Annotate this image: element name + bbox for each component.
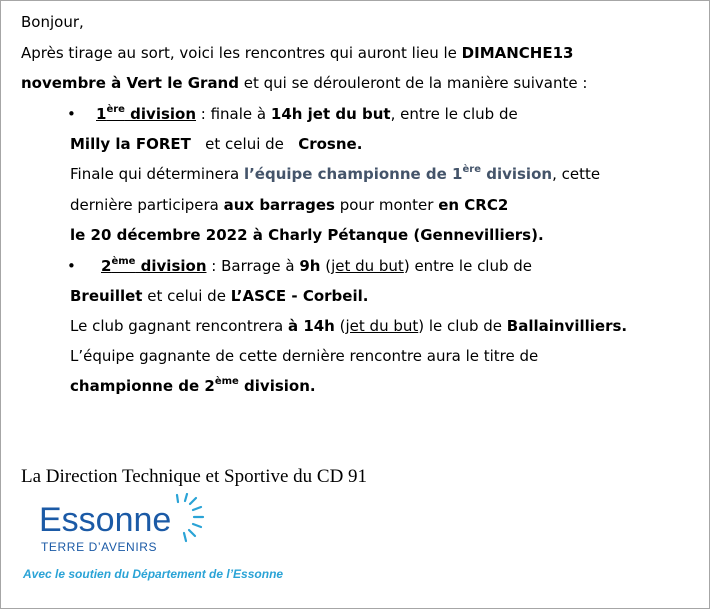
division2-champion: championne de 2ème division.	[70, 376, 316, 395]
bullet-icon: •	[67, 257, 76, 275]
signature: La Direction Technique et Sportive du CD 91	[21, 466, 368, 487]
division1-final: Finale qui déterminera l’équipe championne de 1ère division, cette	[70, 164, 601, 183]
logo-tagline: TERRE D’AVENIRS	[41, 540, 158, 554]
division2-heading: 2ème division : Barrage à 9h (jet du but) entre le club de	[101, 256, 533, 275]
intro-line-2: novembre à Vert le Grand et qui se dérouleront de la manière suivante :	[21, 74, 588, 92]
sun-rays-icon	[177, 494, 203, 541]
division1-clubs: Milly la FORET et celui de Crosne.	[70, 135, 363, 153]
division1-date: le 20 décembre 2022 à Charly Pétanque (Gennevilliers).	[70, 226, 544, 244]
essonne-logo	[37, 493, 217, 557]
division1-barrages: dernière participera aux barrages pour monter en CRC2	[70, 196, 509, 214]
greeting: Bonjour,	[21, 13, 84, 31]
bullet-icon: •	[67, 105, 76, 123]
division2-winner: Le club gagnant rencontrera à 14h (jet du but) le club de Ballainvilliers.	[70, 317, 628, 335]
division2-clubs: Breuillet et celui de L’ASCE - Corbeil.	[70, 287, 369, 305]
intro-line-1: Après tirage au sort, voici les rencontres qui auront lieu le DIMANCHE13	[21, 44, 574, 62]
logo-name: Essonne	[39, 501, 172, 539]
division2-title-line: L’équipe gagnante de cette dernière rencontre aura le titre de	[70, 347, 539, 365]
division1-heading: 1ère division : finale à 14h jet du but, entre le club de	[96, 104, 518, 123]
support-caption: Avec le soutien du Département de l’Essonne	[23, 567, 284, 581]
